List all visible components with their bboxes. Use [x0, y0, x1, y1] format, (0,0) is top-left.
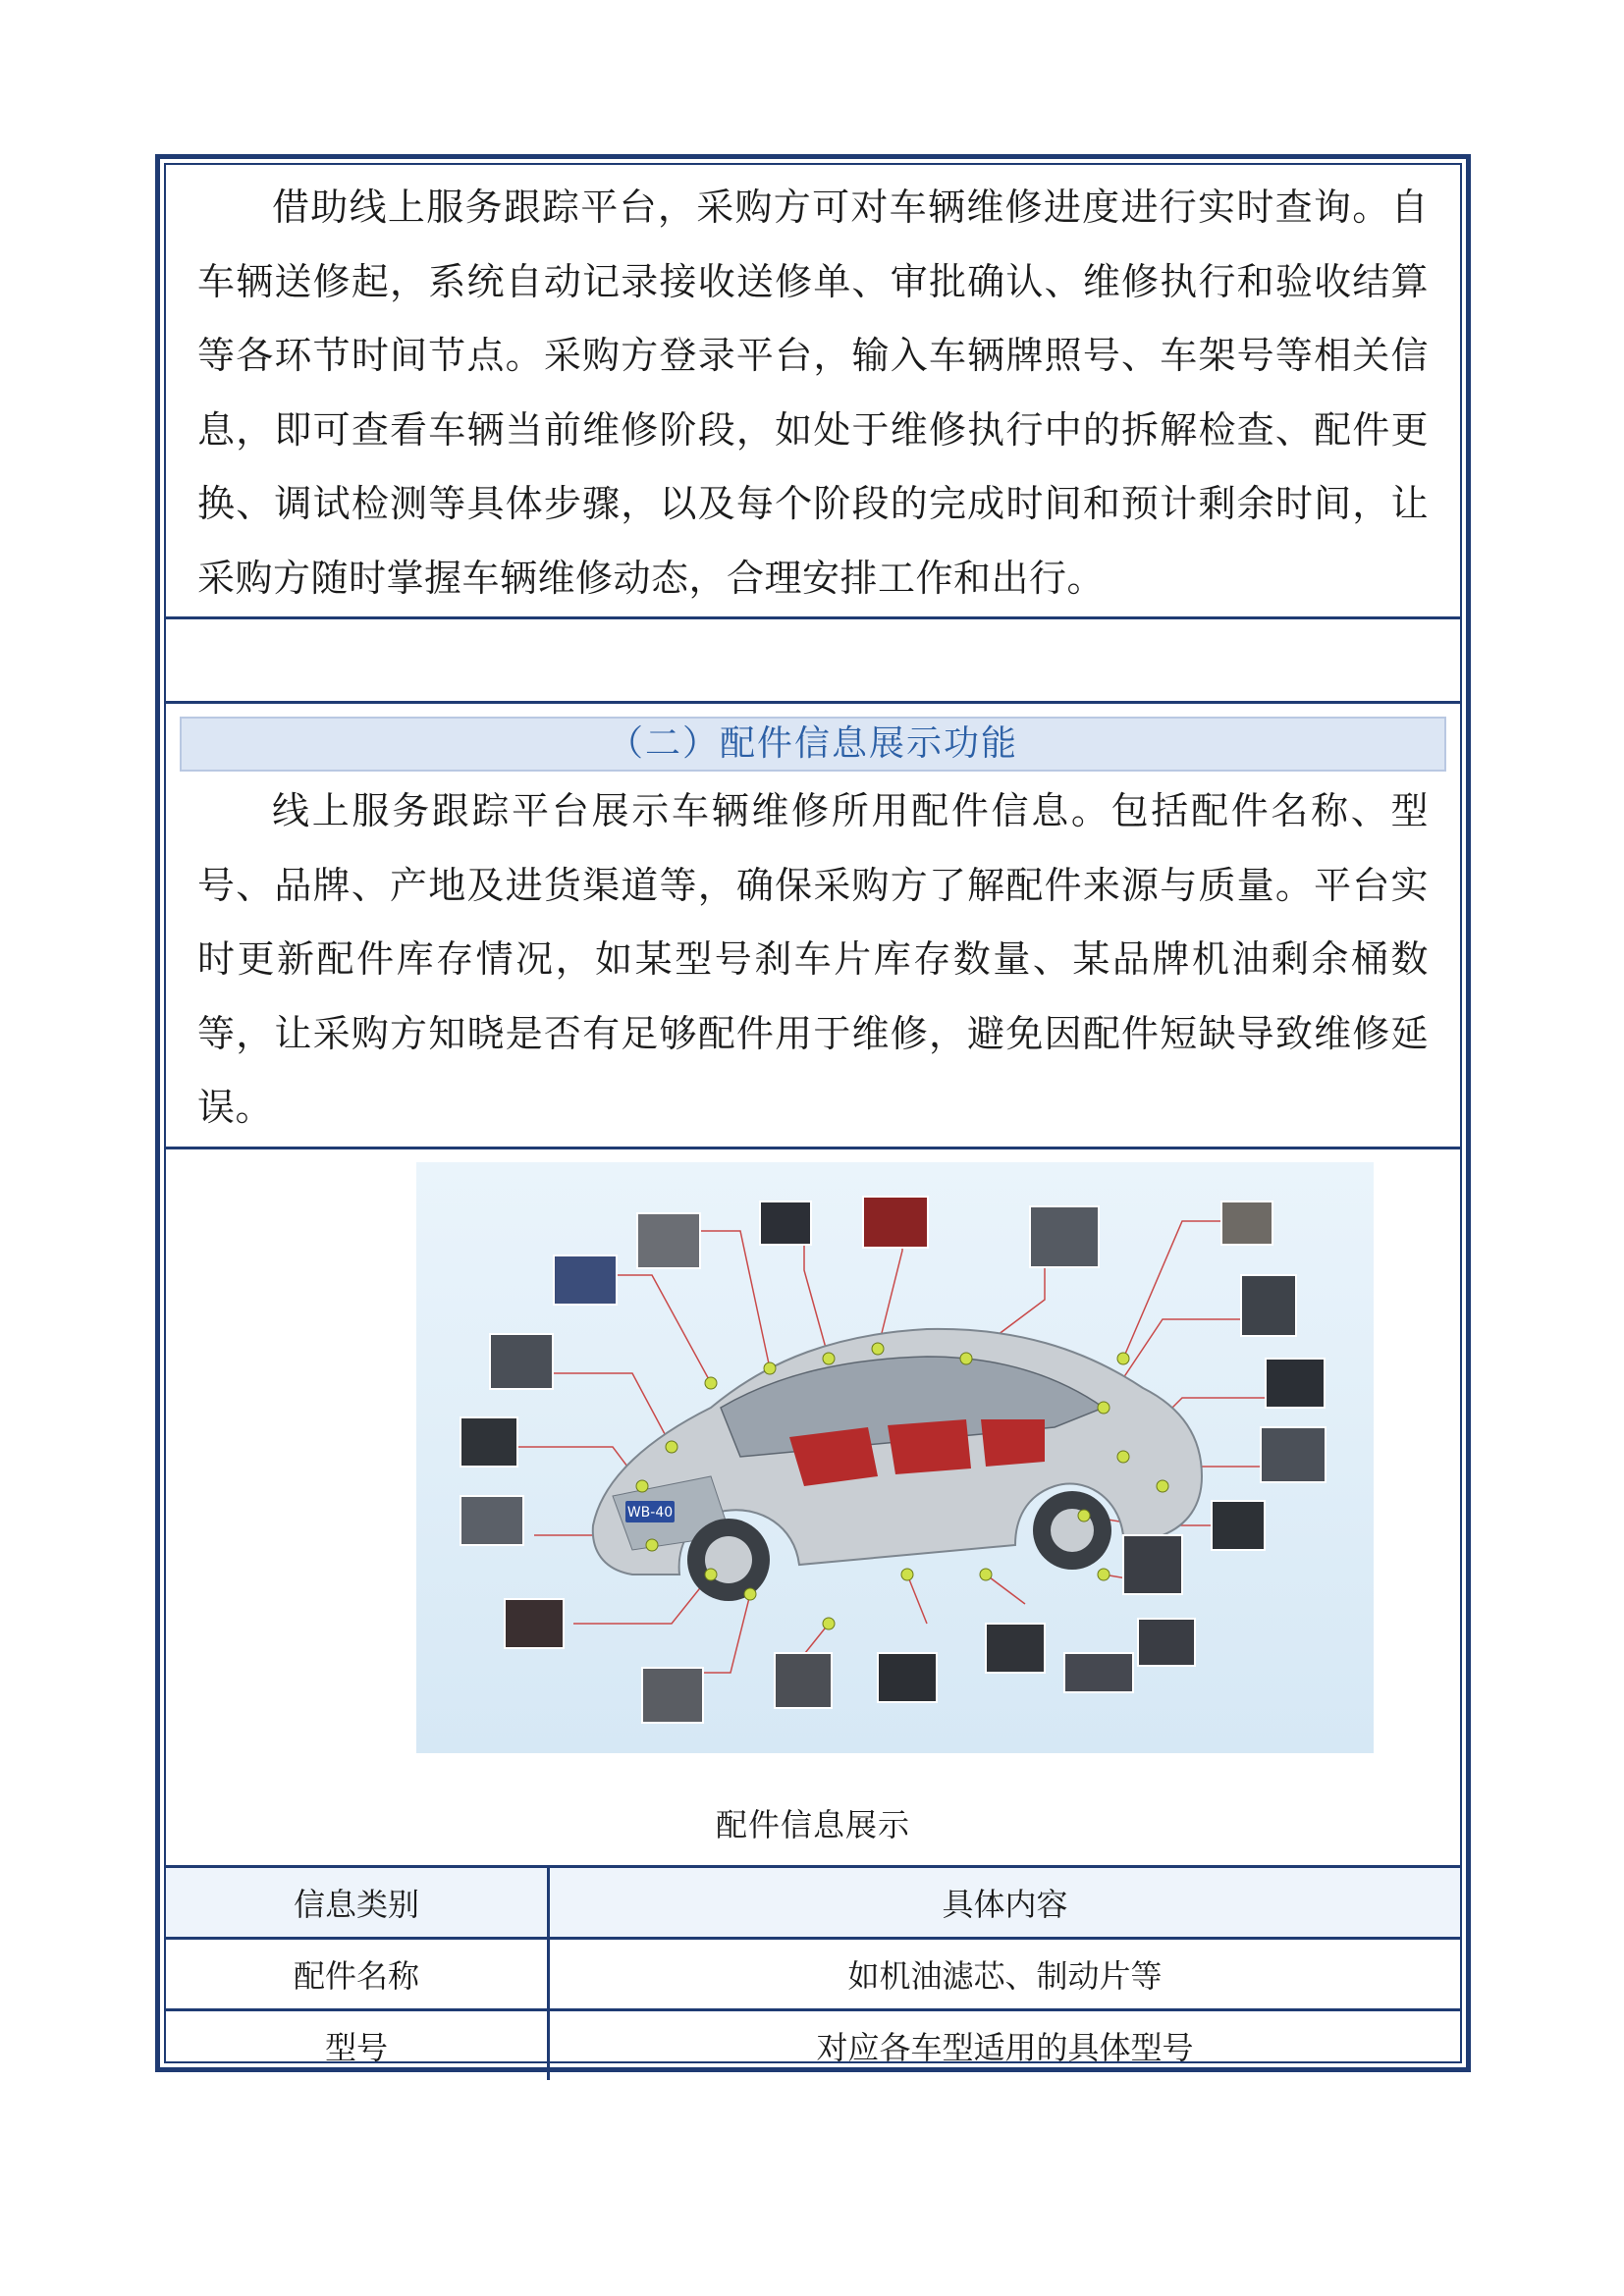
document-frame-inner [164, 163, 1462, 2066]
license-plate-text: WB-40 [626, 1505, 674, 1521]
section-heading-band [180, 717, 1446, 772]
car-cutaway-illustration [416, 1162, 1374, 1753]
table-cell-category: 配件名称 [166, 1939, 549, 2010]
progress-query-paragraph: 借助线上服务跟踪平台，采购方可对车辆维修进度进行实时查询。自车辆送修起，系统自动记录接收送修单、审批确认、维修执行和验收结算等各环节时间节点。采购方登录平台，输入车辆牌照号、车架号等相关信息，即可查看车辆当前维修阶段，如处于维修执行中的拆解检查、配件更换、调试检测等具体步骤，以及每个阶段的完成时间和预计剩余时间，让采购方随时掌握车辆维修动态，合理安排工作和出行。 [197, 186, 1429, 600]
figure-caption: 配件信息展示 [715, 1806, 910, 1843]
document-frame [155, 154, 1471, 2072]
divider-2 [166, 701, 1460, 704]
table-cell-category: 型号 [166, 2010, 549, 2081]
table-header-category: 信息类别 [166, 1867, 549, 1939]
parts-info-paragraph: 线上服务跟踪平台展示车辆维修所用配件信息。包括配件名称、型号、品牌、产地及进货渠道等，确保采购方了解配件来源与质量。平台实时更新配件库存情况，如某型号刹车片库存数量、某品牌机油剩余桶数等，让采购方知晓是否有足够配件用于维修，避免因配件短缺导致维修延误。 [197, 789, 1429, 1129]
table-row [166, 2010, 1460, 2081]
table-cell-content: 如机油滤芯、制动片等 [549, 1939, 1461, 2010]
divider-3 [166, 1147, 1460, 1149]
table-header-content: 具体内容 [549, 1867, 1461, 1939]
table-header-row [166, 1867, 1460, 1939]
section-heading: （二）配件信息展示功能 [607, 723, 1018, 764]
parts-info-table [166, 1865, 1460, 2080]
car-parts-diagram-image [416, 1162, 1374, 1753]
table-cell-content: 对应各车型适用的具体型号 [549, 2010, 1461, 2081]
divider-1 [166, 616, 1460, 619]
table-row [166, 1939, 1460, 2010]
